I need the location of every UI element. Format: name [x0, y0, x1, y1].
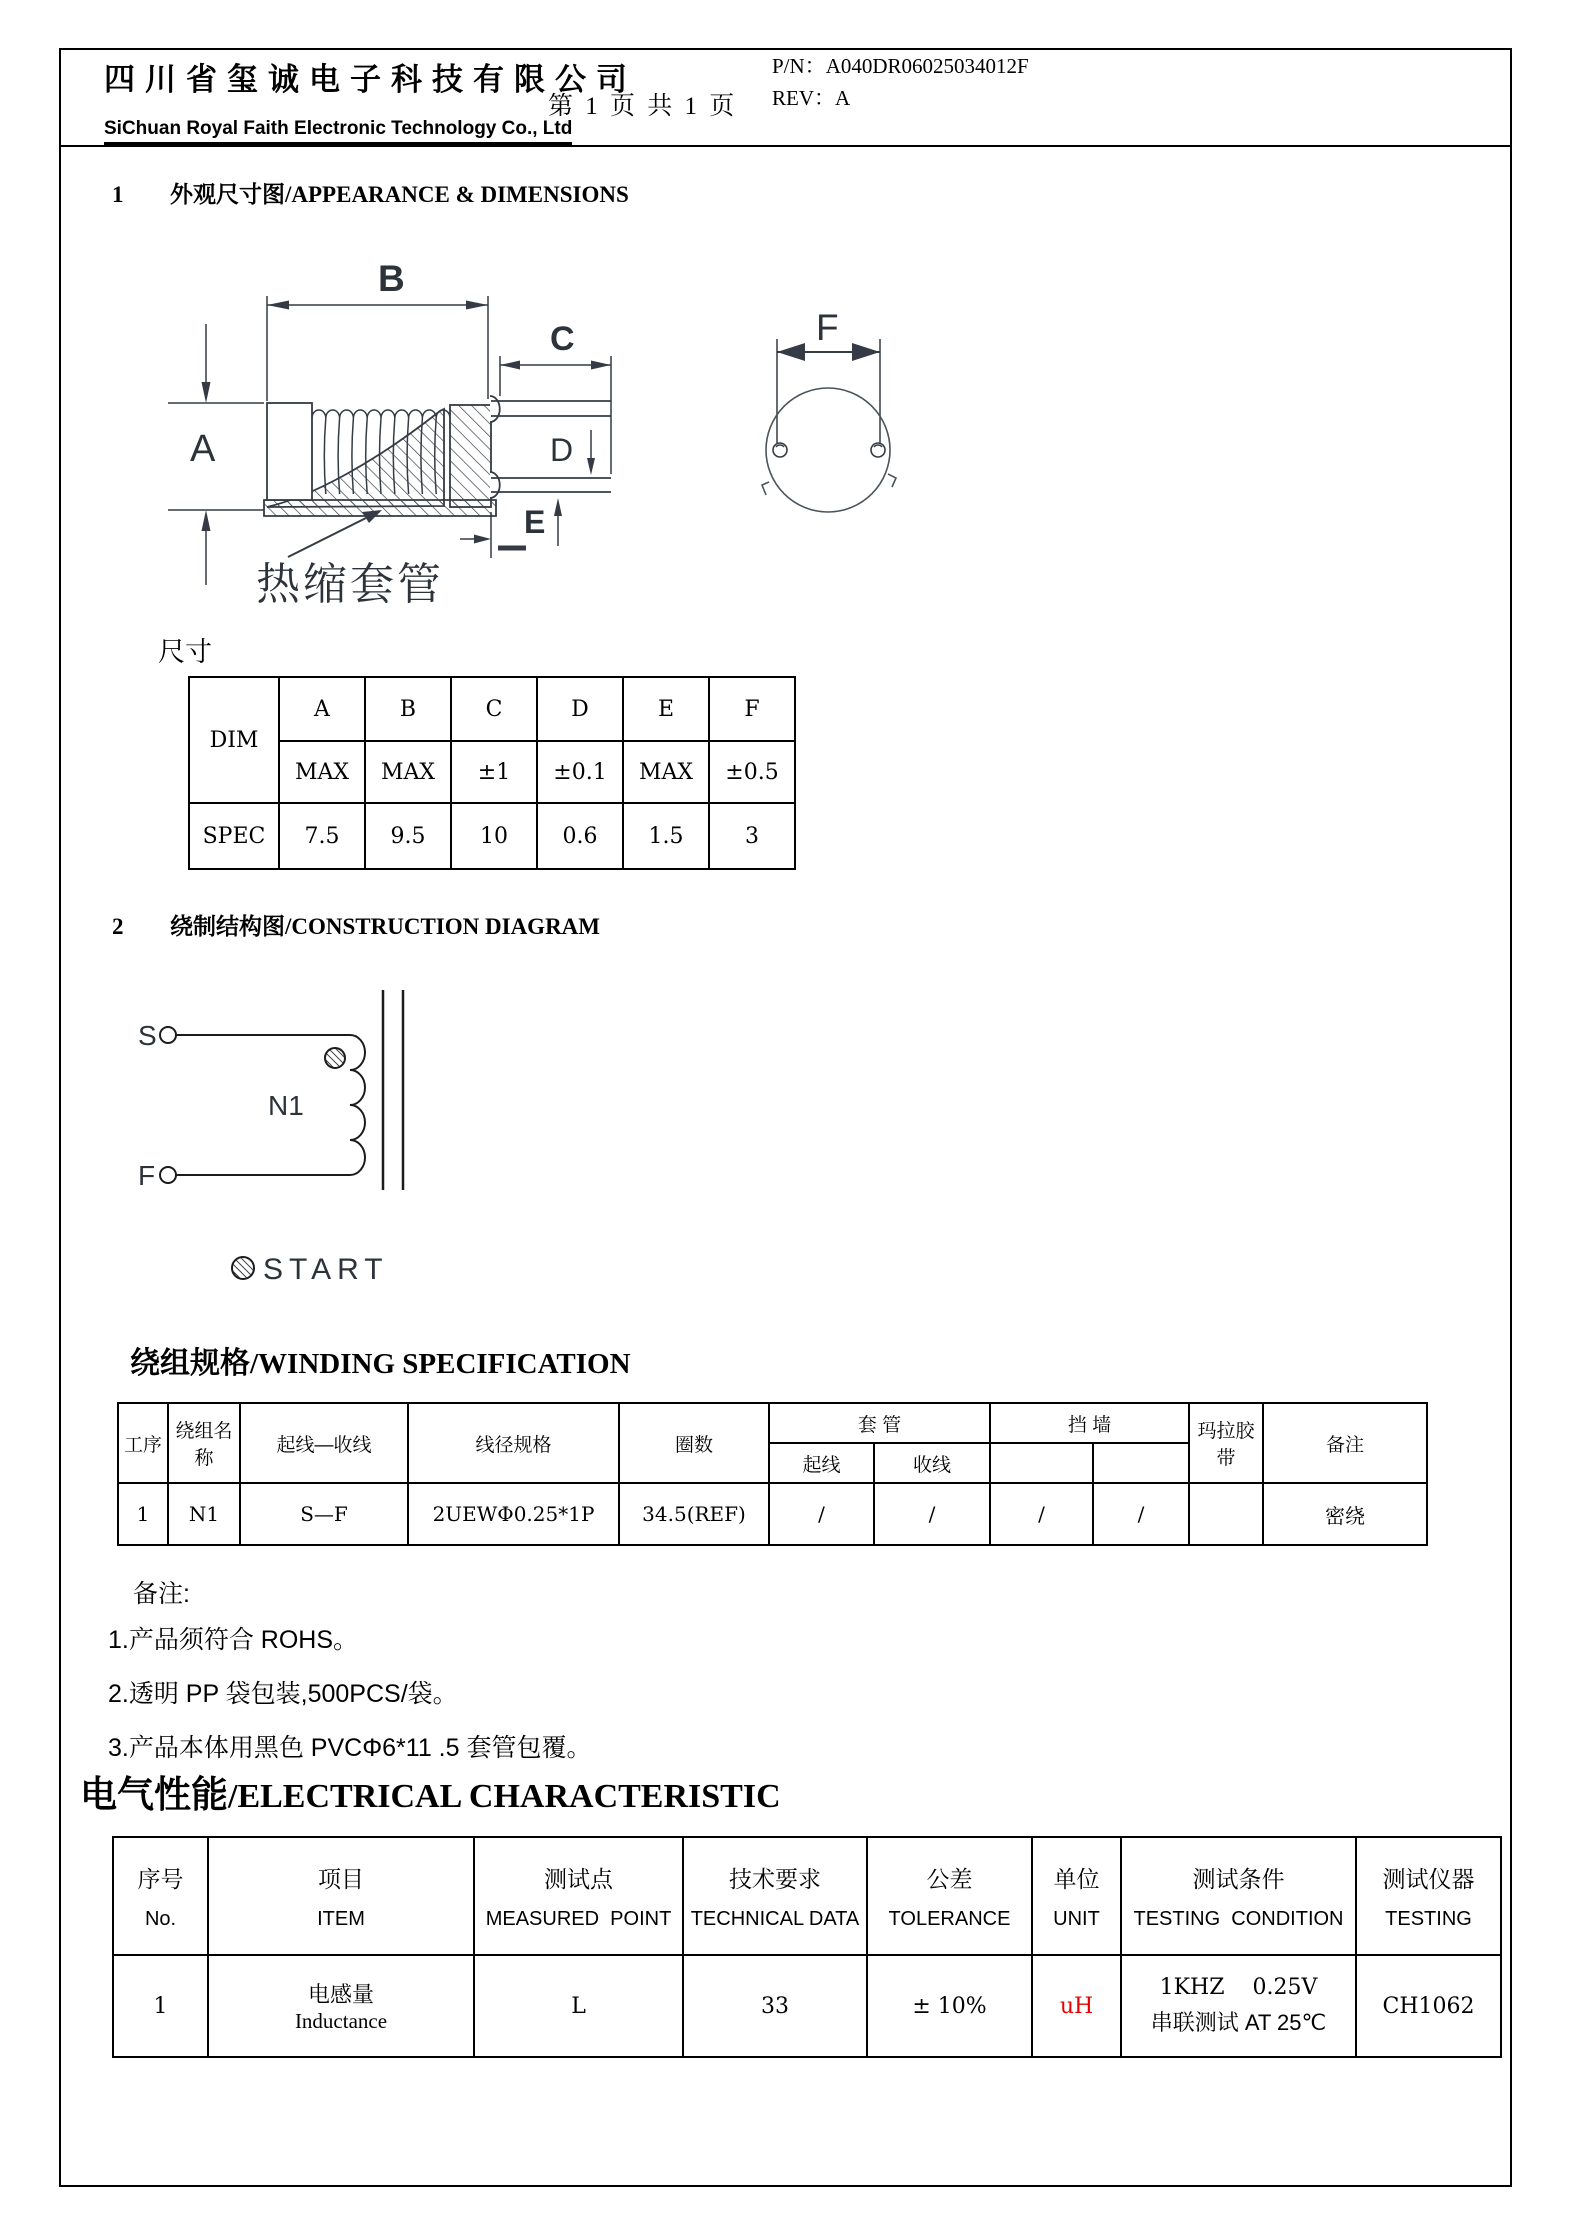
wt-barrier-header: 挡 墙 — [990, 1403, 1189, 1443]
et-no-header — [113, 1837, 208, 1955]
et-point-value: L — [474, 1955, 683, 2057]
inductor-side-view — [168, 296, 896, 585]
start-terminal-circle — [160, 1027, 176, 1043]
winding-title-en: /WINDING SPECIFICATION — [250, 1348, 631, 1380]
dimension-d — [587, 430, 595, 475]
spec-e: 1.5 — [623, 803, 709, 869]
part-number-value: A040DR06025034012F — [825, 54, 1029, 78]
et-item-header-en: ITEM — [317, 1908, 365, 1930]
et-condition-line1: 1KHZ 0.25V — [1159, 1975, 1318, 2000]
wt-tape-value — [1189, 1483, 1263, 1545]
et-point-header-en: MEASURED POINT — [485, 1908, 672, 1930]
winding-spec-heading — [130, 1338, 631, 1382]
note-item-2: 2.透明 PP 袋包装,500PCS/袋。 — [108, 1680, 458, 1708]
tolerance-d: ±0.1 — [537, 741, 623, 803]
tolerance-f: ±0.5 — [709, 741, 795, 803]
end-view — [762, 339, 896, 512]
header-divider-line — [59, 145, 1510, 147]
spec-d: 0.6 — [537, 803, 623, 869]
wt-barrier-sub2 — [1093, 1443, 1189, 1483]
dim-corner-cell: DIM — [189, 677, 279, 803]
dim-label-e: E — [524, 504, 546, 540]
wt-sleeve-finish-value: / — [874, 1483, 990, 1545]
dim-label-c: C — [550, 320, 575, 358]
sleeve-right-block — [450, 405, 491, 507]
start-terminal-label: S — [138, 1020, 157, 1051]
spec-label-cell: SPEC — [189, 803, 279, 869]
et-instrument-header — [1356, 1837, 1501, 1955]
section2-title-cn: 绕制结构图 — [170, 913, 285, 939]
part-number-label: P/N： — [772, 54, 826, 78]
spec-f: 3 — [709, 803, 795, 869]
dim-col-c: C — [451, 677, 537, 741]
dimension-b — [267, 296, 488, 401]
winding-label: N1 — [268, 1090, 304, 1121]
wt-turns-value: 34.5(REF) — [619, 1483, 769, 1545]
appearance-dimensions-drawing — [160, 260, 900, 610]
size-caption: 尺寸 — [158, 637, 212, 667]
spec-b: 9.5 — [365, 803, 451, 869]
dim-col-e: E — [623, 677, 709, 741]
et-point-header — [474, 1837, 683, 1955]
et-unit-header-en: UNIT — [1053, 1908, 1100, 1930]
spec-a: 7.5 — [279, 803, 365, 869]
section1-number: 1 — [112, 182, 124, 207]
start-legend-dot — [232, 1257, 254, 1279]
section1-title-cn: 外观尺寸图 — [170, 181, 285, 207]
wt-name-value: N1 — [168, 1483, 240, 1545]
construction-diagram — [130, 985, 430, 1305]
winding-coil — [350, 1035, 365, 1175]
dim-col-d: D — [537, 677, 623, 741]
notes-label: 备注: — [133, 1580, 190, 1608]
wt-tape-header: 玛拉胶带 — [1189, 1403, 1263, 1483]
et-no-header-cn: 序号 — [137, 1866, 184, 1892]
wt-sleeve-start-value: / — [769, 1483, 874, 1545]
revision-line — [772, 82, 850, 112]
wt-barrier-sub1 — [990, 1443, 1093, 1483]
electrical-heading — [80, 1764, 781, 1818]
et-tolerance-header — [867, 1837, 1032, 1955]
spec-c: 10 — [451, 803, 537, 869]
dim-spec-row — [189, 803, 795, 869]
dim-col-a: A — [279, 677, 365, 741]
et-condition-header-en: TESTING CONDITION — [1133, 1908, 1344, 1930]
et-tolerance-header-en: TOLERANCE — [888, 1908, 1011, 1930]
company-name-cn: 四川省玺诚电子科技有限公司 — [104, 62, 637, 97]
et-condition-header — [1121, 1837, 1356, 1955]
wt-barrier1-value: / — [990, 1483, 1093, 1545]
dim-table — [188, 676, 796, 870]
wt-name-header: 绕组名称 — [168, 1403, 240, 1483]
revision-label: REV： — [772, 86, 835, 110]
electrical-data-row — [113, 1955, 1501, 2057]
electrical-header-row — [113, 1837, 1501, 1955]
heat-shrink-sleeve-label: 热缩套管 — [256, 560, 444, 609]
winding-data-row — [118, 1483, 1427, 1545]
wt-sleeve-header: 套 管 — [769, 1403, 990, 1443]
wt-startfinish-header: 起线—收线 — [240, 1403, 408, 1483]
et-data-header-cn: 技术要求 — [729, 1866, 821, 1892]
finish-terminal-label: F — [138, 1160, 156, 1191]
et-instrument-value: CH1062 — [1356, 1955, 1501, 2057]
et-tolerance-header-cn: 公差 — [926, 1866, 973, 1892]
et-instrument-header-cn: 测试仪器 — [1382, 1866, 1475, 1892]
et-item-header — [208, 1837, 474, 1955]
et-point-header-cn: 测试点 — [544, 1866, 613, 1892]
wt-wire-value: 2UEWΦ0.25*1P — [408, 1483, 619, 1545]
part-number-line — [772, 50, 1029, 80]
winding-header-row-1 — [118, 1403, 1427, 1443]
sleeve-leader-arrow — [288, 510, 382, 557]
dim-label-d: D — [550, 432, 574, 468]
tolerance-a: MAX — [279, 741, 365, 803]
tolerance-c: ±1 — [451, 741, 537, 803]
wt-sleeve-finish-header: 收线 — [874, 1443, 990, 1483]
electrical-title-cn: 电气性能 — [80, 1774, 228, 1815]
finish-terminal-circle — [160, 1167, 176, 1183]
wt-sleeve-start-header: 起线 — [769, 1443, 874, 1483]
start-legend-label: START — [263, 1253, 389, 1286]
company-name-en: SiChuan Royal Faith Electronic Technology Co., Ltd — [104, 118, 572, 145]
et-unit-header-cn: 单位 — [1053, 1866, 1100, 1892]
page-number-info: 第 1 页 共 1 页 — [548, 93, 738, 120]
dim-header-row — [189, 677, 795, 741]
et-item-value-en: Inductance — [294, 2009, 388, 2033]
dim-label-a: A — [190, 428, 216, 470]
dim-col-f: F — [709, 677, 795, 741]
wt-startfinish-value: S—F — [240, 1483, 408, 1545]
tolerance-e: MAX — [623, 741, 709, 803]
dim-label-f: F — [816, 307, 839, 348]
winding-table — [117, 1402, 1428, 1546]
et-condition-line2: 串联测试 AT 25℃ — [1150, 2010, 1327, 2035]
section1-title-en: /APPEARANCE & DIMENSIONS — [285, 182, 629, 207]
unit-text: uH — [1059, 1993, 1094, 2019]
et-no-header-en: No. — [144, 1908, 177, 1930]
revision-value: A — [835, 86, 851, 110]
et-item-value — [208, 1955, 474, 2057]
et-data-header — [683, 1837, 867, 1955]
section1-heading — [112, 176, 629, 209]
wt-wire-header: 线径规格 — [408, 1403, 619, 1483]
dim-label-b: B — [378, 260, 405, 299]
electrical-title-en: /ELECTRICAL CHARACTERISTIC — [228, 1778, 781, 1815]
wt-remark-header: 备注 — [1263, 1403, 1427, 1483]
et-item-header-cn: 项目 — [318, 1866, 364, 1892]
et-condition-value — [1121, 1955, 1356, 2057]
section2-heading — [112, 908, 600, 941]
et-unit-header — [1032, 1837, 1121, 1955]
wt-seq-header: 工序 — [118, 1403, 168, 1483]
wt-remark-value: 密绕 — [1263, 1483, 1427, 1545]
note-item-1: 1.产品须符合 ROHS。 — [108, 1626, 359, 1654]
tolerance-b: MAX — [365, 741, 451, 803]
et-unit-value — [1032, 1955, 1121, 2057]
body-left-cap — [267, 403, 312, 500]
dimension-a — [168, 324, 264, 585]
dim-tolerance-row — [189, 741, 795, 803]
section2-number: 2 — [112, 914, 124, 939]
winding-title-cn: 绕组规格 — [130, 1347, 250, 1380]
et-item-value-cn: 电感量 — [307, 1982, 374, 2007]
et-tolerance-value: ± 10% — [867, 1955, 1032, 2057]
wt-barrier2-value: / — [1093, 1483, 1189, 1545]
note-item-3: 3.产品本体用黑色 PVCΦ6*11 .5 套管包覆。 — [108, 1734, 592, 1762]
et-data-value: 33 — [683, 1955, 867, 2057]
section2-title-en: /CONSTRUCTION DIAGRAM — [285, 914, 600, 939]
dim-col-b: B — [365, 677, 451, 741]
et-instrument-header-en: TESTING — [1385, 1908, 1472, 1930]
electrical-table — [112, 1836, 1502, 2058]
et-no-value: 1 — [113, 1955, 208, 2057]
winding-start-dot — [325, 1048, 345, 1068]
et-data-header-en: TECHNICAL DATA — [690, 1908, 860, 1930]
wt-seq-value: 1 — [118, 1483, 168, 1545]
wt-turns-header: 圈数 — [619, 1403, 769, 1483]
et-condition-header-cn: 测试条件 — [1192, 1866, 1285, 1892]
